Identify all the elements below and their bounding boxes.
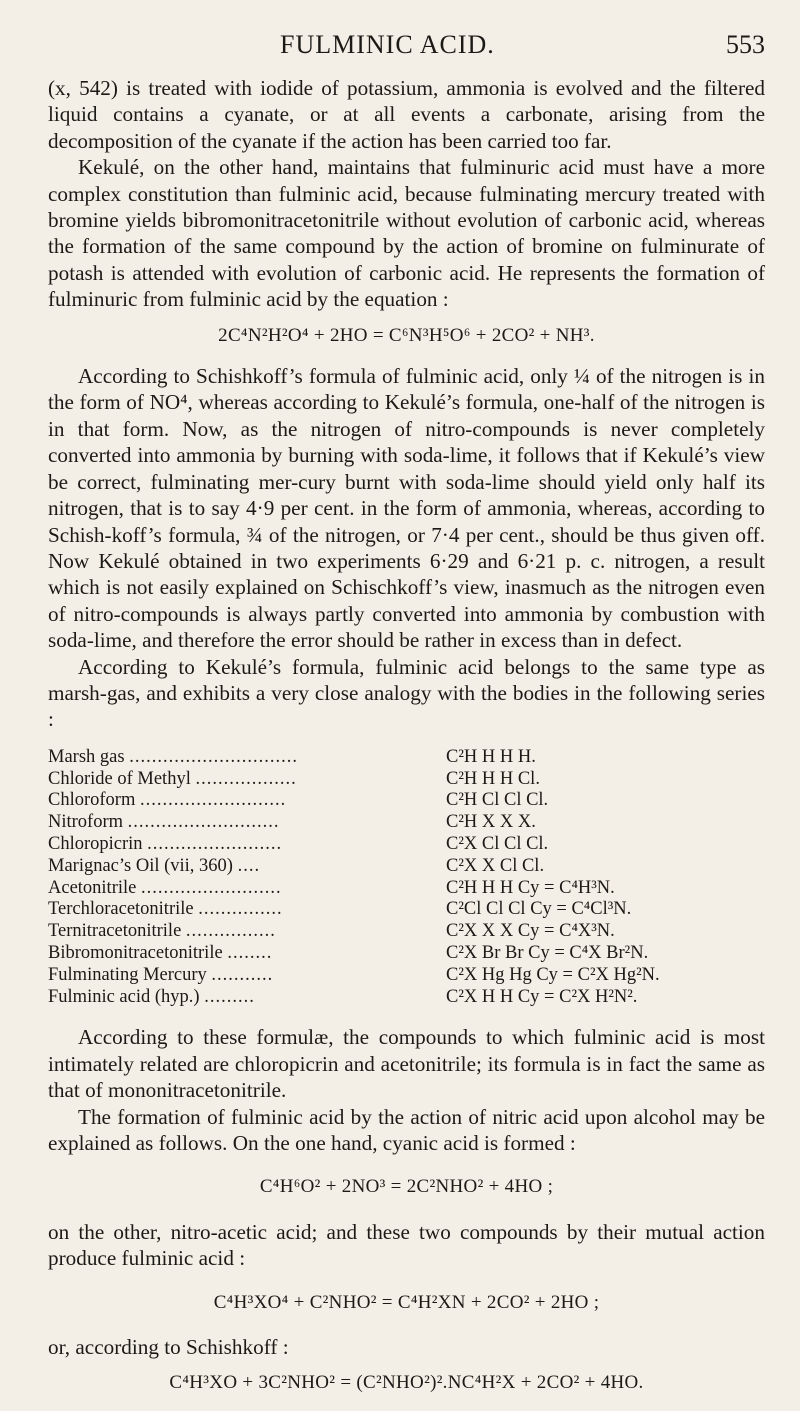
compound-formula: C²X H H Cy = C²X H²N². [446,986,638,1007]
paragraph-formation: The formation of fulminic acid by the action of nitric acid upon alcohol may be explained as follows. On the one hand, cyanic acid is formed : [48,1104,765,1155]
compound-formula: C²H H H Cl. [446,768,540,789]
compound-formula: C²Cl Cl Cl Cy = C⁴Cl³N. [446,899,632,920]
compound-name: Acetonitrile ......................... [48,877,282,898]
compound-name: Fulminating Mercury ........... [48,964,274,985]
compound-formula: C²X Br Br Cy = C⁴X Br²N. [446,942,649,963]
compound-formula: C²X X Cl Cl. [446,855,545,876]
compound-formula: C²H H H Cy = C⁴H³N. [446,877,615,898]
compound-formula: C²H Cl Cl Cl. [446,790,549,811]
compound-name: Marsh gas .............................. [48,746,298,767]
equation-cyanic-acid: C⁴H⁶O² + 2NO³ = 2C²NHO² + 4HO ; [259,1176,554,1198]
compound-name: Chloropicrin ........................ [48,833,283,854]
compound-formula: C²X Cl Cl Cl. [446,833,549,854]
table-row [48,987,765,1009]
paragraph-marsh-gas-type: According to Kekulé’s formula, fulminic acid belongs to the same type as marsh-gas, and exhibits a very close analogy with the bodies in the following series : [48,654,765,732]
equation-schishkoff: C⁴H³XO + 3C²NHO² = (C²NHO²)².NC⁴H²X + 2CO² + 4HO. [169,1372,644,1394]
compound-name: Marignac’s Oil (vii, 360) .... [48,855,261,876]
table-row [48,812,765,834]
table-row [48,769,765,791]
paragraph-formulae-relations: According to these formulæ, the compounds to which fulminic acid is most intimately related are chloropicrin and acetonitrile; its formula is in fact the same as that of mononitracetonitrile. [48,1025,765,1103]
running-header [48,20,765,60]
compound-name: Chloride of Methyl .................. [48,768,297,789]
equation-fulminic-acid: C⁴H³XO⁴ + C²NHO² = C⁴H²XN + 2CO² + 2HO ; [213,1291,600,1313]
compound-name: Chloroform .......................... [48,790,287,811]
table-row [48,790,765,812]
compound-name: Bibromonitracetonitrile ........ [48,942,273,963]
paragraph-continuation: (x, 542) is treated with iodide of potassium, ammonia is evolved and the filtered liquid contains a cyanate, or at all events a carbonate, arising from the decomposition of the cyanate if the action has been carried too far. [48,76,765,153]
compound-name: Ternitracetonitrile ................ [48,921,276,942]
compound-name: Nitroform ........................... [48,812,280,833]
table-row [48,899,765,921]
compound-formula: C²H X X X. [446,812,536,833]
paragraph-schishkoff-lead: or, according to Schishkoff : [48,1334,289,1359]
compound-name: Fulminic acid (hyp.) ......... [48,986,255,1007]
series-table [48,747,765,1009]
paragraph-schishkoff-formula: According to Schishkoff’s formula of fulminic acid, only ¼ of the nitrogen is in the form of NO⁴, whereas according to Kekulé’s formula, one-half of the nitrogen is in that form. Now, as the nitrogen of nitro-compounds is never completely converted into ammonia by burning with soda-lime, it follows that if Kekulé’s view be correct, fulminating mer-cury burnt with soda-lime should yield only half its nitrogen, that is to say 4·9 per cent. in the form of ammonia, whereas, according to Schish-koff’s formula, ¾ of the nitrogen, or 7·4 per cent., should be thus given off. Now Kekulé obtained in two experiments 6·29 and 6·21 p. c. nitrogen, a result which is not easily explained on Schischkoff’s view, inasmuch as the nitrogen even of nitro-compounds is always partly converted into ammonia by combustion with soda-lime, and therefore the error should be rather in excess than in defect. [48,364,765,653]
table-row [48,834,765,856]
running-title: FULMINIC ACID. [280,30,495,59]
compound-name: Terchloracetonitrile ............... [48,899,283,920]
paragraph-kekule-view: Kekulé, on the other hand, maintains that fulminuric acid must have a more complex constitution than fulminic acid, because fulminating mercury treated with bromine yields bibromonitracetonitrile without evolution of carbonic acid, whereas the formation of the same compound by the action of bromine on fulminurate of potash is attended with evolution of carbonic acid. He represents the formation of fulminuric from fulminic acid by the equation : [48,155,765,312]
compound-formula: C²X Hg Hg Cy = C²X Hg²N. [446,964,660,985]
table-row [48,747,765,769]
page-number: 553 [726,30,765,59]
compound-formula: C²X X X Cy = C⁴X³N. [446,921,615,942]
table-row [48,921,765,943]
paragraph-nitro-acetic: on the other, nitro-acetic acid; and these two compounds by their mutual action produce fulminic acid : [48,1219,765,1271]
table-row [48,943,765,965]
table-row [48,878,765,900]
compound-formula: C²H H H H. [446,746,536,767]
page-body [48,75,765,1411]
table-row [48,856,765,878]
table-row [48,965,765,987]
equation-fulminuric: 2C⁴N²H²O⁴ + 2HO = C⁶N³H⁵O⁶ + 2CO² + NH³. [218,324,595,346]
